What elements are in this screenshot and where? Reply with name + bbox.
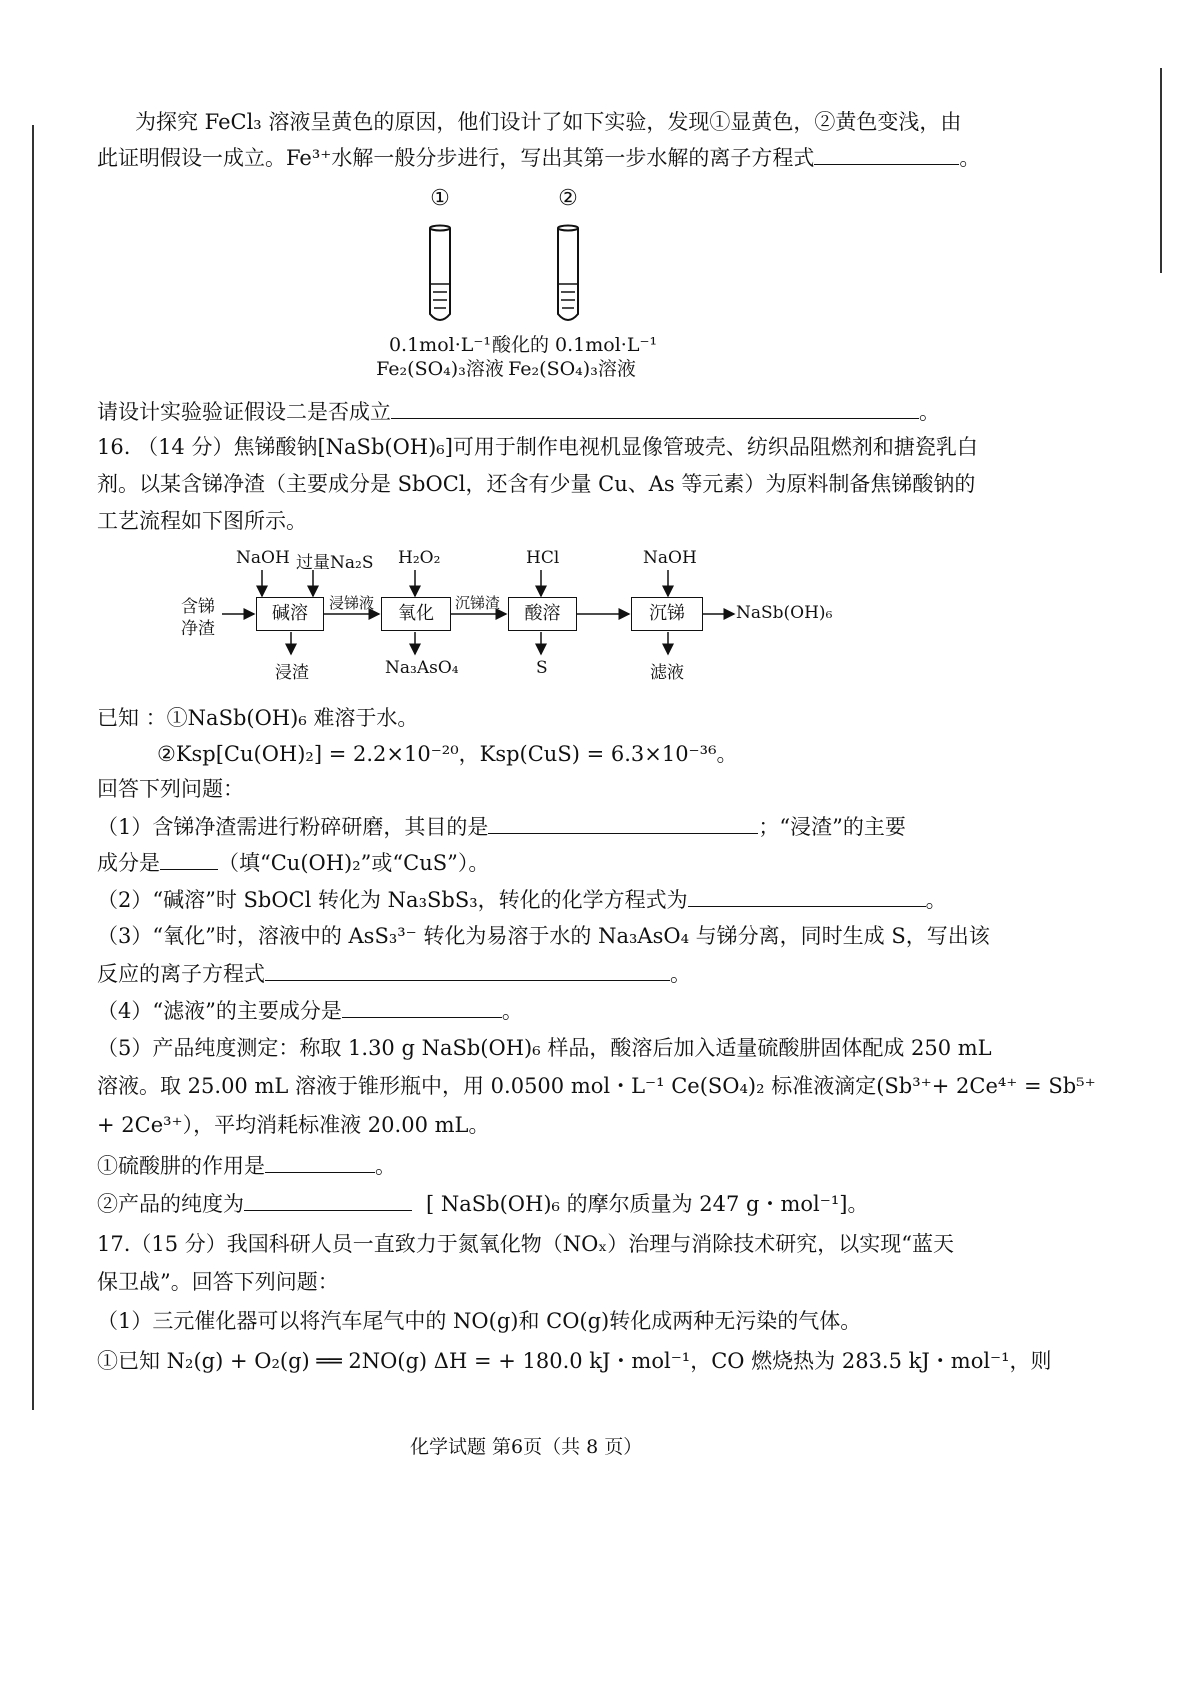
tube1-solution: Fe₂(SO₄)₃溶液 [376,358,504,380]
q17-1: （1）三元催化器可以将汽车尾气中的 NO(g)和 CO(g)转化成两种无污染的气体。 [97,1309,862,1333]
link-leach-liquor: 浸锑液 [329,594,375,612]
q16-5-2-text-b: [ NaSb(OH)₆ 的摩尔质量为 247 g・mol⁻¹]。 [426,1192,869,1216]
tube2-number: ② [558,186,578,211]
period: 。 [501,999,523,1023]
step-acid-dissolve: 酸溶 [508,597,577,631]
output-sulfur: S [536,658,548,678]
flow-input-line1: 含锑 [181,597,215,617]
period: 。 [919,400,940,424]
reagent-naoh-2: NaOH [643,548,697,568]
q16-5-1-text: ①硫酸肼的作用是 [97,1154,265,1178]
flow-input-line2: 净渣 [181,619,215,639]
tube1-concentration: 0.1mol·L⁻¹ [388,334,492,356]
q16-1-text-d: （填“Cu(OH)₂”或“CuS”）。 [218,851,490,875]
q16-2 [97,884,947,915]
q16-4-text: （4）“滤液”的主要成分是 [97,999,342,1023]
reagent-na2s: 过量Na₂S [296,553,374,573]
period: 。 [375,1154,396,1178]
answer-instruction: 回答下列问题： [97,777,244,801]
step-precipitate-sb: 沉锑 [631,597,703,631]
flow-product: NaSb(OH)₆ [736,603,833,623]
tube2-concentration: 酸化的 0.1mol·L⁻¹ [492,334,658,356]
q16-2-text: （2）“碱溶”时 SbOCl 转化为 Na₃SbS₃，转化的化学方程式为 [97,888,688,912]
q15-text-line1: 为探究 FeCl₃ 溶液呈黄色的原因，他们设计了如下实验，发现①显黄色，②黄色变浅，由 [135,110,962,134]
q17-text-line1: 17.（15 分）我国科研人员一直致力于氮氧化物（NOₓ）治理与消除技术研究，以实现“蓝天 [97,1232,955,1256]
q16-text-line1: 16. （14 分）焦锑酸钠[NaSb(OH)₆]可用于制作电视机显像管玻壳、纺织品阻燃剂和搪瓷乳白 [97,435,978,459]
q16-text-line2: 剂。以某含锑净渣（主要成分是 SbOCl，还含有少量 Cu、As 等元素）为原料制备焦锑酸钠的 [97,472,976,496]
known-2: ②Ksp[Cu(OH)₂] = 2.2×10⁻²⁰，Ksp(CuS) = 6.3×10⁻³⁶。 [157,742,738,766]
q17-text-line2: 保卫战”。回答下列问题： [97,1270,339,1294]
q16-text-line3: 工艺流程如下图所示。 [97,509,307,533]
q16-5-2 [97,1188,868,1219]
q16-5-1 [97,1150,396,1181]
q16-1-line2 [97,847,489,878]
q16-4 [97,995,523,1026]
answer-blank [488,811,758,834]
q16-3-text: 反应的离子方程式 [97,962,265,986]
step-oxidation: 氧化 [381,597,451,631]
q16-1-text: （1）含锑净渣需进行粉碎研磨，其目的是 [97,815,489,839]
known-1: 已知 ：①NaSb(OH)₆ 难溶于水。 [97,706,419,730]
output-filtrate: 滤液 [650,663,684,683]
page-footer: 化学试题 第6页（共 8 页） [410,1436,643,1458]
period: 。 [670,962,691,986]
q16-3-line2 [97,958,691,989]
q16-3-line1: （3）“氧化”时，溶液中的 AsS₃³⁻ 转化为易溶于水的 Na₃AsO₄ 与锑分离，同时生成 S，写出该 [97,924,990,948]
answer-blank [265,1150,375,1173]
reagent-hcl: HCl [526,548,560,568]
output-leach-residue: 浸渣 [275,663,309,683]
q17-1-1: ①已知 N₂(g) + O₂(g) ══ 2NO(g) ΔH = + 180.0 kJ・mol⁻¹，CO 燃烧热为 283.5 kJ・mol⁻¹，则 [97,1349,1052,1373]
link-sb-residue: 沉锑渣 [455,594,501,612]
q16-5-line2: 溶液。取 25.00 mL 溶液于锥形瓶中，用 0.0500 mol・L⁻¹ Ce(SO₄)₂ 标准液滴定(Sb³⁺+ 2Ce⁴⁺ = Sb⁵⁺ [97,1074,1096,1098]
q16-1-text-b: ；“浸渣”的主要 [758,815,906,839]
period: 。 [959,146,981,170]
q15-verify-text: 请设计实验验证假设二是否成立 [97,400,391,424]
answer-blank [688,884,926,907]
tube2-solution: Fe₂(SO₄)₃溶液 [508,358,636,380]
q16-1-text-c: 成分是 [97,851,160,875]
q16-5-line3: + 2Ce³⁺），平均消耗标准液 20.00 mL。 [97,1113,490,1137]
q15-text-line2-content: 此证明假设一成立。Fe³⁺水解一般分步进行，写出其第一步水解的离子方程式 [97,146,815,170]
q16-1-line1 [97,811,906,842]
answer-blank [265,958,670,981]
q16-5-line1: （5）产品纯度测定：称取 1.30 g NaSb(OH)₆ 样品，酸溶后加入适量硫酸肼固体配成 250 mL [97,1036,992,1060]
tube1-number: ① [430,186,450,211]
q16-5-2-text: ②产品的纯度为 [97,1192,244,1216]
period: 。 [925,888,947,912]
reagent-naoh-1: NaOH [236,548,290,568]
step-alkali-dissolve: 碱溶 [256,597,324,631]
answer-blank [244,1188,412,1211]
answer-blank [160,847,218,870]
answer-blank [342,995,502,1018]
output-na3aso4: Na₃AsO₄ [385,658,459,678]
reagent-h2o2: H₂O₂ [398,548,441,568]
